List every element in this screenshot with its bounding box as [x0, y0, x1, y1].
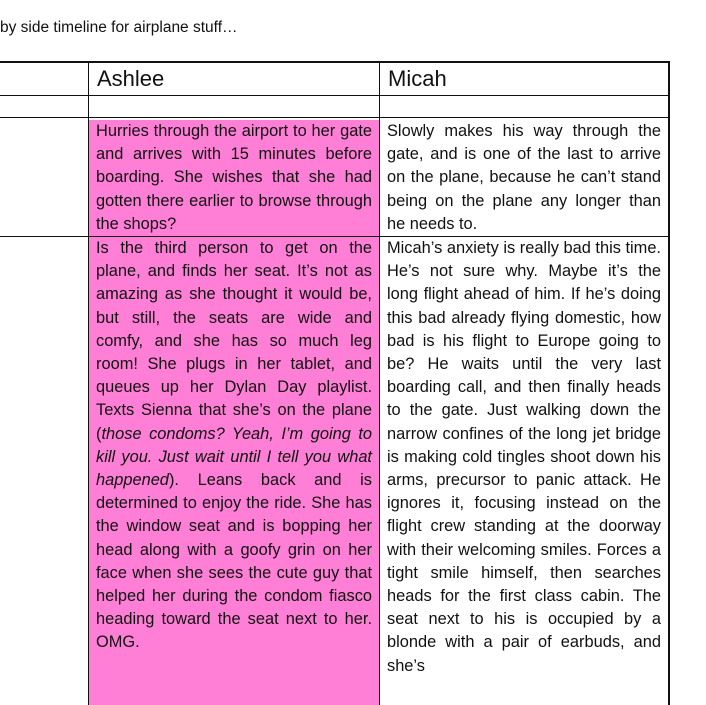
ashlee-row2-text [96, 237, 372, 655]
column-rule-right [668, 61, 670, 705]
empty-row-bottom-rule [0, 117, 670, 118]
header-bottom-rule [0, 95, 670, 96]
micah-row1-text: Slowly makes his way through the gate, and is one of the last to arrive on the plane, because he can’t stand being on the plane any longer than he needs to. [387, 122, 661, 233]
ashlee-cell-row2 [89, 237, 379, 705]
micah-cell-row2 [380, 237, 668, 705]
ashlee-cell-row1 [89, 120, 379, 236]
micah-row2-text: Micah’s anxiety is really bad this time. He’s not sure why. Maybe it’s the long flight ahead of him. If he’s doing this bad already flying domestic, how bad is his flight to Europe going to be? He waits until the very last boarding call, and then finally heads to the gate. Just walking down the narrow confines of the long jet bridge is making cold tingles shoot down his arms, precursor to panic attack. He ignores it, focusing instead on the flight crew standing at the doorway with their welcoming smiles. Forces a tight smile himself, then searches heads for the first class cabin. The seat next to his is occupied by a blonde with a pair of earbuds, and she’s [387, 239, 661, 675]
table-top-rule [0, 61, 670, 63]
micah-cell-row1 [380, 120, 668, 236]
ashlee-row2-text-end: ). Leans back and is determined to enjoy the ride. She has the window seat and is bopping her head along with a goofy grin on her face when she sees the cute guy that helped her during the condom fiasco heading toward the seat next to her. OMG. [96, 471, 372, 652]
ashlee-row1-text: Hurries through the airport to her gate and arrives with 15 minutes before boarding. She wishes that she had gotten there earlier to browse through the shops? [96, 122, 372, 233]
column-header-ashlee: Ashlee [97, 66, 165, 91]
column-header-micah: Micah [388, 66, 447, 91]
ashlee-row2-italic-text: those condoms? Yeah, I’m going to kill you. Just wait until I tell you what happened [96, 424, 372, 490]
document-heading: by side timeline for airplane stuff… [0, 19, 238, 36]
ashlee-row2-text-start: Is the third person to get on the plane, and finds her seat. It’s not as amazing as she thought it would be, but still, the seats are wide and comfy, and she has so much leg room! She plugs in her tablet, and queues up her Dylan Day playlist. Texts Sienna that she’s on the plane ( [96, 239, 372, 443]
